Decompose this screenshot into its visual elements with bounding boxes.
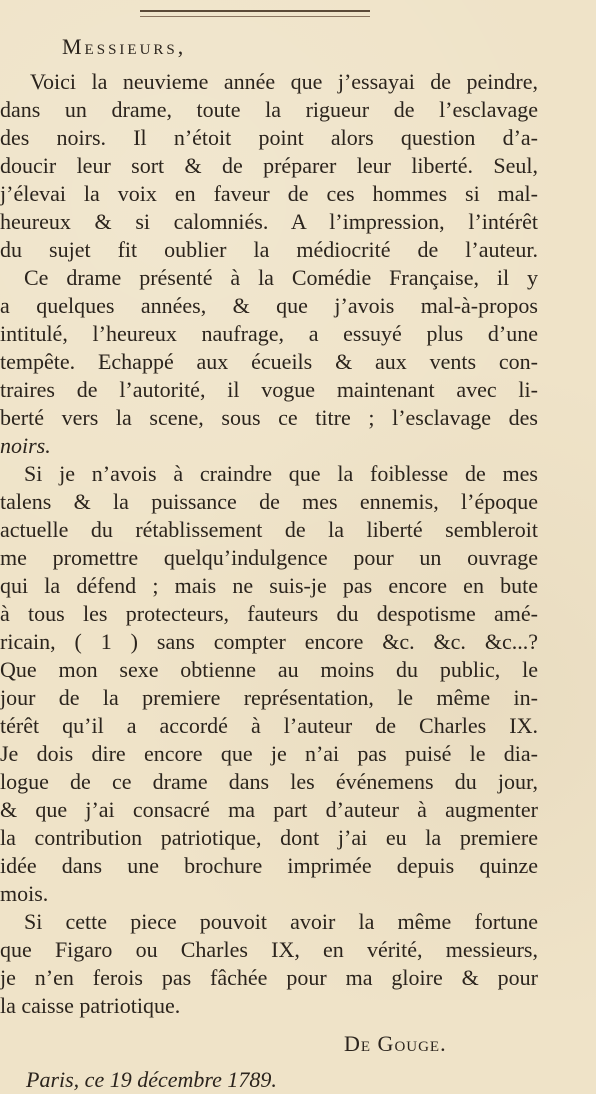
text-line: me promettre quelqu’indulgence pour un ouvrage bbox=[0, 545, 538, 570]
text-line: dans un drame, toute la rigueur de l’esclavage bbox=[0, 97, 538, 122]
text-line: Que mon sexe obtienne au moins du public, le bbox=[0, 657, 538, 682]
dateline: Paris, ce 19 décembre 1789. bbox=[26, 1067, 277, 1092]
text-line: je n’en ferois pas fâchée pour ma gloire & pour bbox=[0, 965, 538, 990]
text-line: tempête. Echappé aux écueils & aux vents con- bbox=[0, 349, 538, 374]
text-line: que Figaro ou Charles IX, en vérité, messieurs, bbox=[0, 937, 538, 962]
text-line: térêt qu’il a accordé à l’auteur de Charles IX. bbox=[0, 713, 538, 738]
text-line: logue de ce drame dans les événemens du jour, bbox=[0, 769, 538, 794]
page-heading: Messieurs, bbox=[62, 34, 187, 59]
text-line: & que j’ai consacré ma part d’auteur à augmenter bbox=[0, 797, 538, 822]
text-line: intitulé, l’heureux naufrage, a essuyé plus d’une bbox=[0, 321, 538, 346]
text-line: berté vers la scene, sous ce titre ; l’esclavage des bbox=[0, 405, 538, 430]
text-line: heureux & si calomniés. A l’impression, l’intérêt bbox=[0, 209, 538, 234]
text-line: du sujet fit oublier la médiocrité de l’auteur. bbox=[0, 237, 538, 262]
signature: De Gouge. bbox=[344, 1031, 447, 1056]
text-line: traires de l’autorité, il vogue maintenant avec li- bbox=[0, 377, 538, 402]
text-line: Si cette piece pouvoit avoir la même fortune bbox=[24, 909, 538, 934]
text-line: actuelle du rétablissement de la liberté sembleroit bbox=[0, 517, 538, 542]
text-line: noirs. bbox=[0, 433, 51, 458]
top-ornament bbox=[140, 10, 370, 17]
text-line: a quelques années, & que j’avois mal-à-propos bbox=[0, 293, 538, 318]
text-line: jour de la premiere représentation, le même in- bbox=[0, 685, 538, 710]
text-line: qui la défend ; mais ne suis-je pas encore en bute bbox=[0, 573, 538, 598]
text-line: ricain, ( 1 ) sans compter encore &c. &c. &c...? bbox=[0, 629, 538, 654]
text-line: Je dois dire encore que je n’ai pas puisé le dia- bbox=[0, 741, 538, 766]
text-line: Ce drame présenté à la Comédie Française, il y bbox=[24, 265, 538, 290]
text-line: Voici la neuvieme année que j’essayai de peindre, bbox=[30, 69, 538, 94]
text-line: la caisse patriotique. bbox=[0, 993, 181, 1018]
text-line: mois. bbox=[0, 881, 49, 906]
text-line: doucir leur sort & de préparer leur liberté. Seul, bbox=[0, 153, 538, 178]
text-line: j’élevai la voix en faveur de ces hommes si mal- bbox=[0, 181, 538, 206]
text-line: Si je n’avois à craindre que la foiblesse de mes bbox=[24, 461, 538, 486]
text-line: la contribution patriotique, dont j’ai eu la premiere bbox=[0, 825, 538, 850]
text-line: idée dans une brochure imprimée depuis quinze bbox=[0, 853, 538, 878]
text-line: des noirs. Il n’étoit point alors question d’a- bbox=[0, 125, 538, 150]
text-line: talens & la puissance de mes ennemis, l’époque bbox=[0, 489, 538, 514]
text-line: à tous les protecteurs, fauteurs du despotisme amé- bbox=[0, 601, 538, 626]
